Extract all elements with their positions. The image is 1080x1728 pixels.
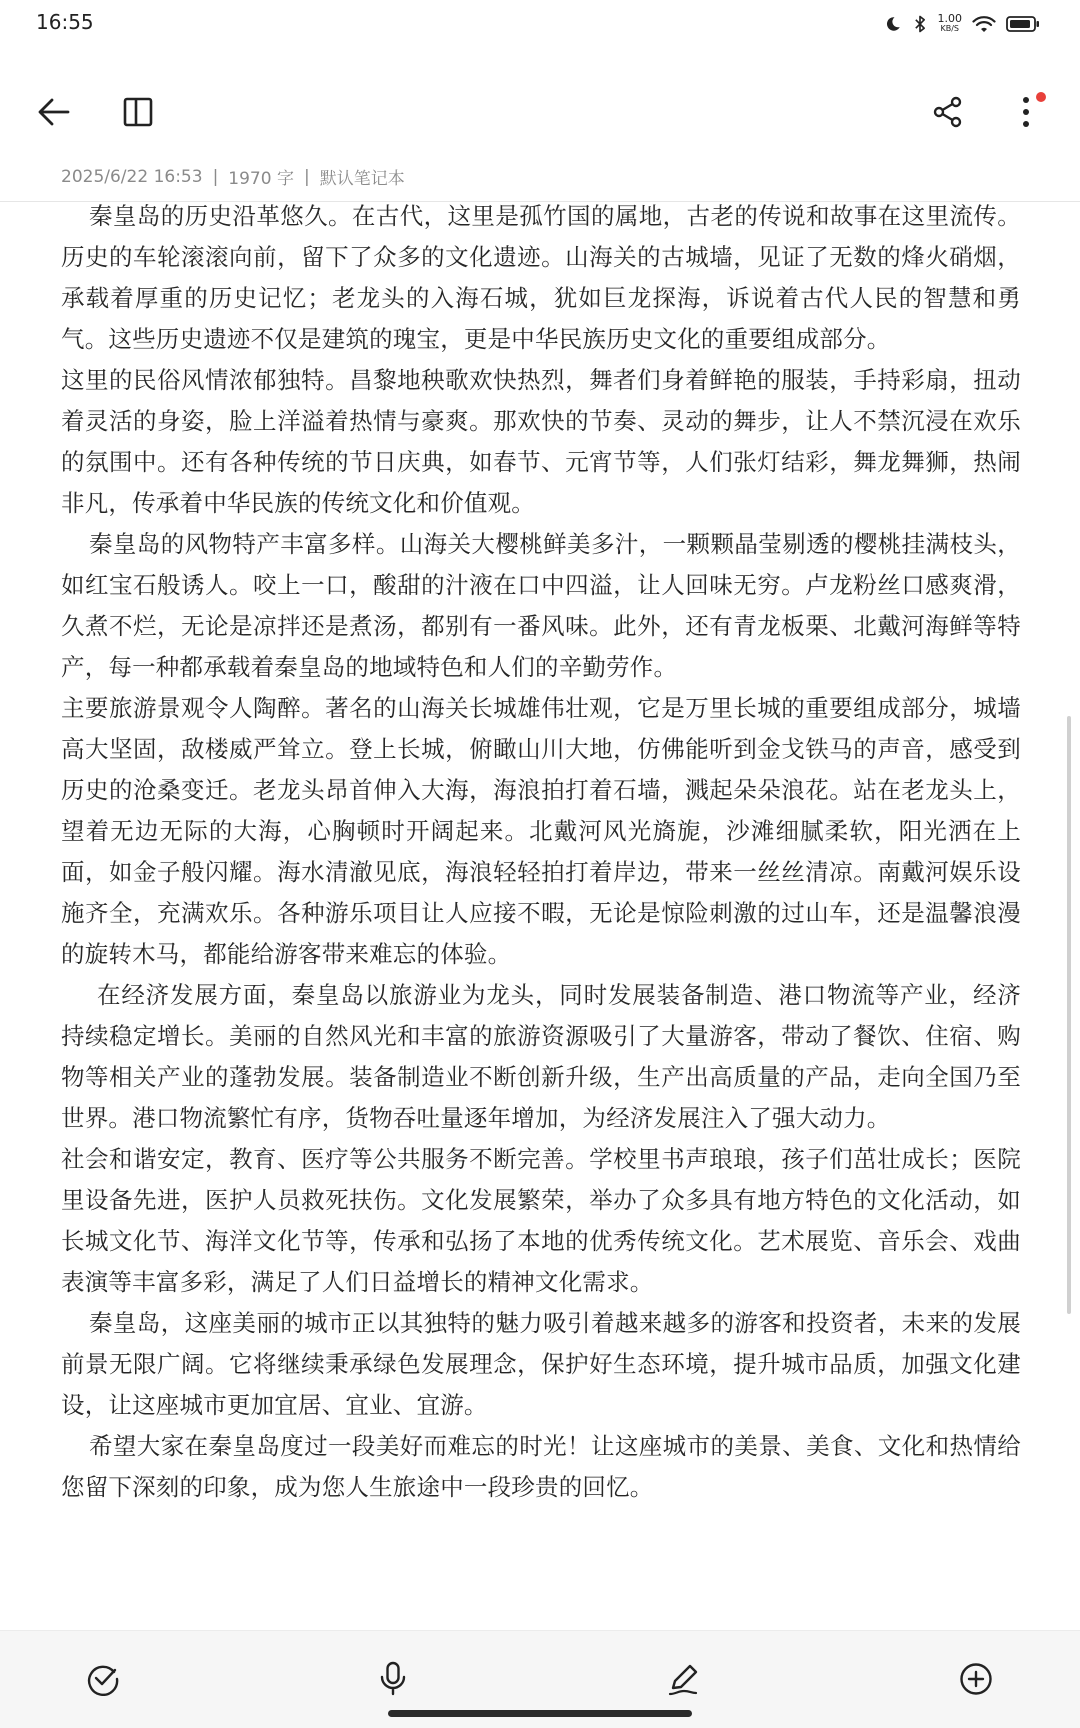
meta-separator: |: [303, 166, 310, 187]
split-view-button[interactable]: [110, 84, 166, 140]
paragraph: 在经济发展方面，秦皇岛以旅游业为龙头，同时发展装备制造、港口物流等产业，经济持续稳定增长。美丽的自然风光和丰富的旅游资源吸引了大量游客，带动了餐饮、住宿、购物等相关产业的蓬勃发展。装备制造业不断创新升级，生产出高质量的产品，走向全国乃至世界。港口物流繁忙有序，货物吞吐量逐年增加，为经济发展注入了强大动力。: [61, 981, 1021, 1132]
checklist-icon: [86, 1662, 120, 1696]
share-button[interactable]: [920, 84, 976, 140]
handwriting-button[interactable]: [658, 1653, 710, 1705]
add-circle-icon: [959, 1662, 993, 1696]
status-icons: [884, 10, 1041, 38]
battery-icon: [1006, 15, 1040, 33]
status-time: 16:55: [36, 10, 94, 34]
paragraph: 秦皇岛的风物特产丰富多样。山海关大樱桃鲜美多汁，一颗颗晶莹剔透的樱桃挂满枝头，如红宝石般诱人。咬上一口，酸甜的汁液在口中四溢，让人回味无穷。卢龙粉丝口感爽滑，久煮不烂，无论是凉拌还是煮汤，都别有一番风味。此外，还有青龙板栗、北戴河海鲜等特产，每一种都承载着秦皇岛的地域特色和人们的辛勤劳作。: [61, 530, 1021, 681]
network-speed-unit: KB/S: [940, 24, 959, 33]
pen-icon: [667, 1662, 701, 1696]
note-meta: [61, 164, 405, 189]
moon-icon: [884, 15, 902, 33]
paragraph: 秦皇岛的历史沿革悠久。在古代，这里是孤竹国的属地，古老的传说和故事在这里流传。历史的车轮滚滚向前，留下了众多的文化遗迹。山海关的古城墙，见证了无数的烽火硝烟，承载着厚重的历史记忆；老龙头的入海石城，犹如巨龙探海，诉说着古代人民的智慧和勇气。这些历史遗迹不仅是建筑的瑰宝，更是中华民族历史文化的重要组成部分。: [61, 202, 1021, 353]
notification-dot: [1036, 92, 1046, 102]
voice-input-button[interactable]: [367, 1653, 419, 1705]
paragraph: 社会和谐安定，教育、医疗等公共服务不断完善。学校里书声琅琅，孩子们茁壮成长；医院里设备先进，医护人员救死扶伤。文化发展繁荣，举办了众多具有地方特色的文化活动，如长城文化节、海洋文化节等，传承和弘扬了本地的优秀传统文化。艺术展览、音乐会、戏曲表演等丰富多彩，满足了人们日益增长的精神文化需求。: [61, 1145, 1021, 1296]
add-button[interactable]: [950, 1653, 1002, 1705]
top-toolbar: [0, 80, 1080, 144]
bluetooth-icon: [912, 14, 928, 34]
note-word-count: 1970 字: [228, 169, 294, 189]
paragraph: 秦皇岛，这座美丽的城市正以其独特的魅力吸引着越来越多的游客和投资者，未来的发展前景无限广阔。它将继续秉承绿色发展理念，保护好生态环境，提升城市品质，加强文化建设，让这座城市更加宜居、宜业、宜游。: [61, 1309, 1021, 1419]
checklist-button[interactable]: [77, 1653, 129, 1705]
wifi-icon: [972, 14, 996, 34]
note-body[interactable]: [61, 196, 1021, 1616]
paragraph: 希望大家在秦皇岛度过一段美好而难忘的时光！让这座城市的美景、美食、文化和热情给您留下深刻的印象，成为您人生旅途中一段珍贵的回忆。: [61, 1432, 1021, 1501]
more-vertical-icon: [1020, 95, 1032, 129]
scrollbar[interactable]: [1067, 716, 1071, 1314]
back-arrow-icon: [36, 94, 72, 130]
note-datetime: 2025/6/22 16:53: [61, 166, 203, 187]
note-notebook[interactable]: 默认笔记本: [319, 169, 405, 189]
home-indicator[interactable]: [388, 1710, 692, 1717]
back-button[interactable]: [26, 84, 82, 140]
more-options-button[interactable]: [998, 84, 1054, 140]
split-view-icon: [122, 96, 154, 128]
network-speed-value: 1.00: [937, 12, 962, 25]
meta-separator: |: [212, 166, 219, 187]
paragraph: 主要旅游景观令人陶醉。著名的山海关长城雄伟壮观，它是万里长城的重要组成部分，城墙高大坚固，敌楼威严耸立。登上长城，俯瞰山川大地，仿佛能听到金戈铁马的声音，感受到历史的沧桑变迁。老龙头昂首伸入大海，海浪拍打着石墙，溅起朵朵浪花。站在老龙头上，望着无边无际的大海，心胸顿时开阔起来。北戴河风光旖旎，沙滩细腻柔软，阳光洒在上面，如金子般闪耀。海水清澈见底，海浪轻轻拍打着岸边，带来一丝丝清凉。南戴河娱乐设施齐全，充满欢乐。各种游乐项目让人应接不暇，无论是惊险刺激的过山车，还是温馨浪漫的旋转木马，都能给游客带来难忘的体验。: [61, 694, 1021, 968]
paragraph: 这里的民俗风情浓郁独特。昌黎地秧歌欢快热烈，舞者们身着鲜艳的服装，手持彩扇，扭动着灵活的身姿，脸上洋溢着热情与豪爽。那欢快的节奏、灵动的舞步，让人不禁沉浸在欢乐的氛围中。还有各种传统的节日庆典，如春节、元宵节等，人们张灯结彩，舞龙舞狮，热闹非凡，传承着中华民族的传统文化和价值观。: [61, 366, 1021, 517]
microphone-icon: [379, 1661, 407, 1697]
share-icon: [931, 95, 965, 129]
status-bar: [0, 0, 1080, 48]
network-speed: [938, 14, 963, 34]
